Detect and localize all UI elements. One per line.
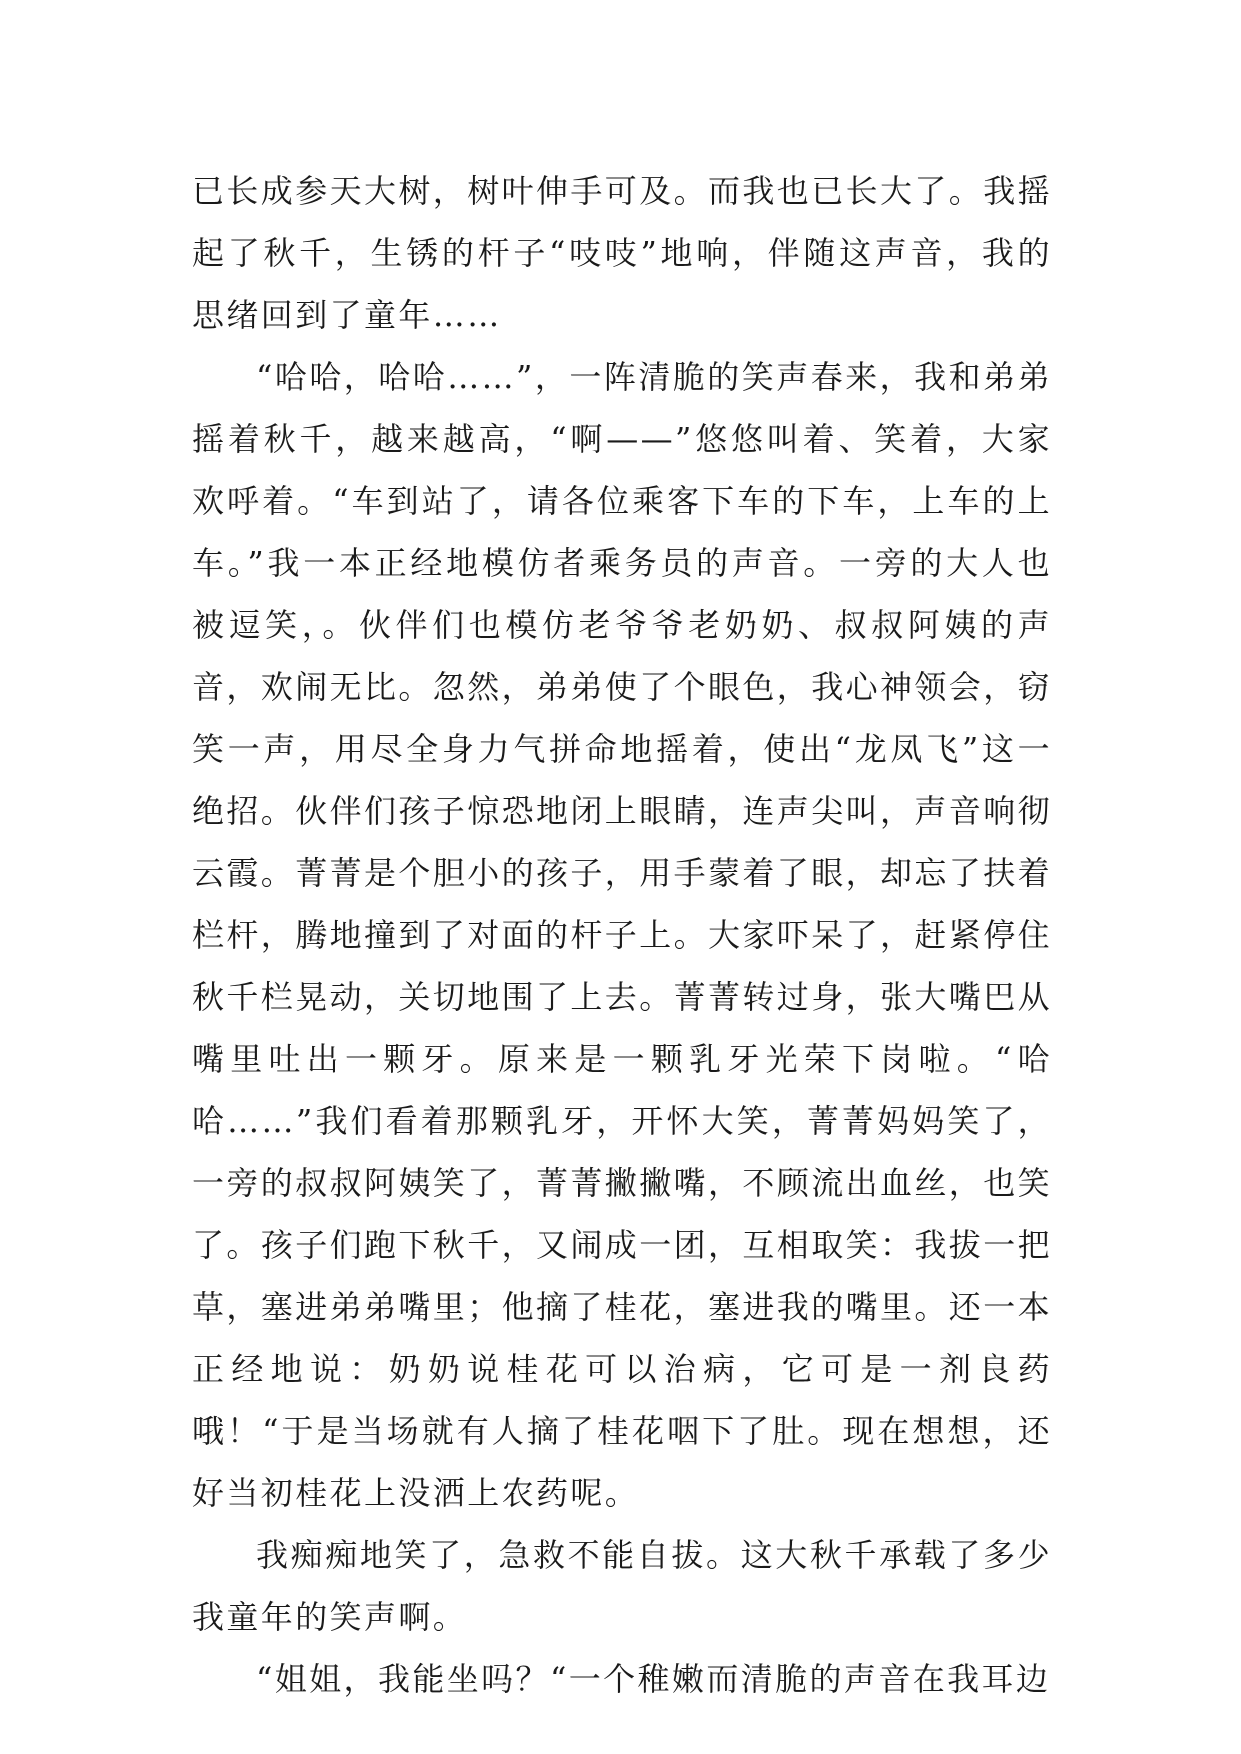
paragraph-4: “姐姐，我能坐吗？“一个稚嫩而清脆的声音在我耳边 [256, 1660, 1051, 1698]
paragraph-1: 已长成参天大树，树叶伸手可及。而我也已长大了。我摇起了秋千，生锈的杆子“吱吱”地响，伴随这声音，我的思绪回到了童年…… [192, 172, 1053, 334]
paragraph-3: 我痴痴地笑了，急救不能自拔。这大秋千承载了多少我童年的笑声啊。 [192, 1536, 1052, 1636]
body-text [192, 160, 1052, 1710]
paragraph-2: “哈哈，哈哈……”，一阵清脆的笑声春来，我和弟弟摇着秋千，越来越高，“啊——”悠悠叫着、笑着，大家欢呼着。“车到站了，请各位乘客下车的下车，上车的上车。”我一本正经地模仿者乘务员的声音。一旁的大人也被逗笑，。伙伴们也模仿老爷爷老奶奶、叔叔阿姨的声音，欢闹无比。忽然，弟弟使了个眼色，我心神领会，窃笑一声，用尽全身力气拼命地摇着，使出“龙凤飞”这一绝招。伙伴们孩子惊恐地闭上眼睛，连声尖叫，声音响彻云霞。菁菁是个胆小的孩子，用手蒙着了眼，却忘了扶着栏杆，腾地撞到了对面的杆子上。大家吓呆了，赶紧停住秋千栏晃动，关切地围了上去。菁菁转过身，张大嘴巴从嘴里吐出一颗牙。原来是一颗乳牙光荣下岗啦。“哈哈……”我们看着那颗乳牙，开怀大笑，菁菁妈妈笑了，一旁的叔叔阿姨笑了，菁菁撇撇嘴，不顾流出血丝，也笑了。孩子们跑下秋千，又闹成一团，互相取笑：我拔一把草，塞进弟弟嘴里；他摘了桂花，塞进我的嘴里。还一本正经地说：奶奶说桂花可以治病，它可是一剂良药哦！“于是当场就有人摘了桂花咽下了肚。现在想想，还好当初桂花上没洒上农药呢。 [192, 358, 1053, 1512]
